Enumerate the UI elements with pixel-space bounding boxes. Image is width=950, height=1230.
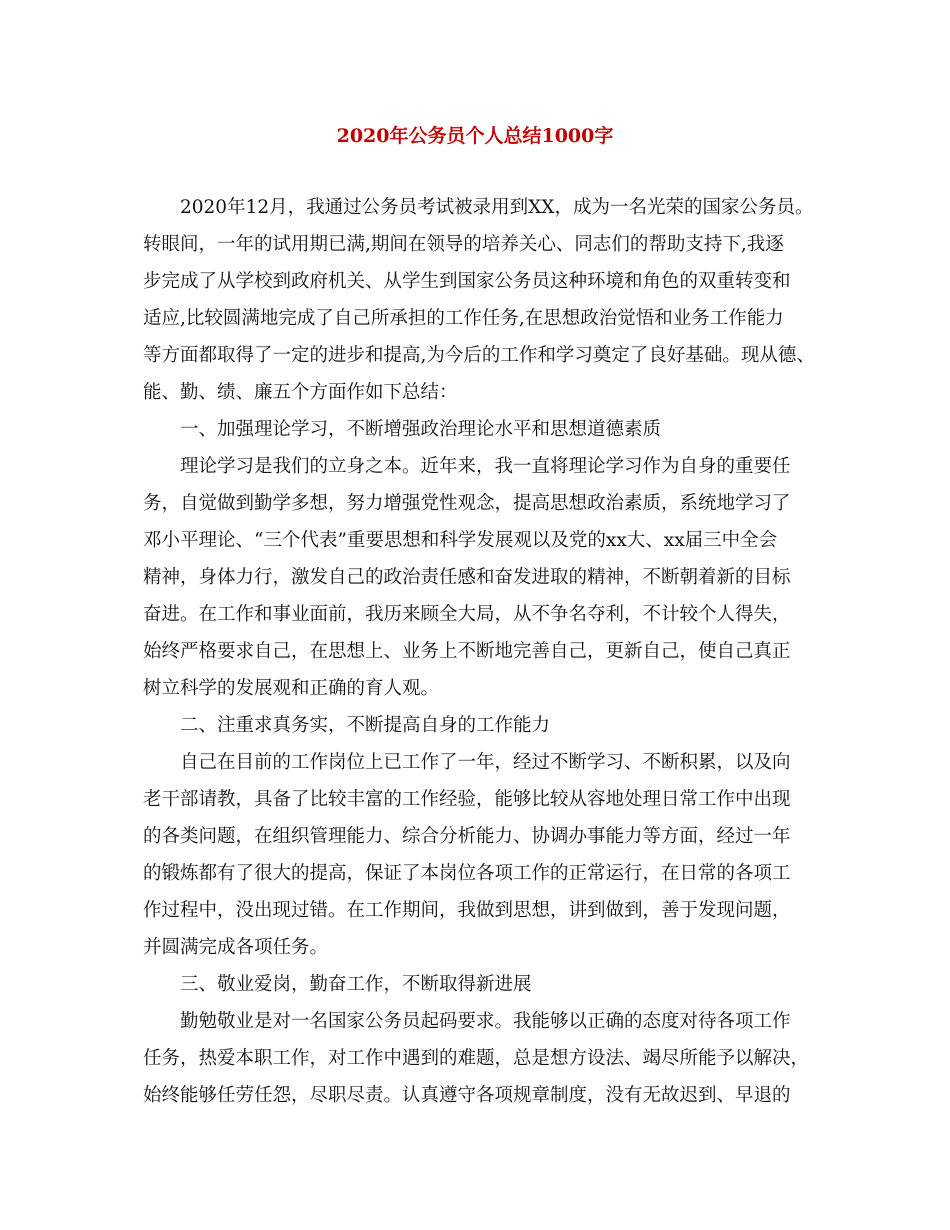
paragraph-line: 理论学习是我们的立身之本。近年来，我一直将理论学习作为自身的重要任 (180, 456, 791, 477)
section-heading: 一、加强理论学习，不断增强政治理论水平和思想道德素质 (180, 419, 662, 440)
paragraph-line: 适应,比较圆满地完成了自己所承担的工作任务,在思想政治觉悟和业务工作能力 (143, 308, 784, 329)
paragraph-line: 步完成了从学校到政府机关、从学生到国家公务员这种环境和角色的双重转变和 (143, 271, 791, 292)
paragraph-line: 树立科学的发展观和正确的育人观。 (143, 678, 440, 699)
paragraph-line: 勤勉敬业是对一名国家公务员起码要求。我能够以正确的态度对待各项工作 (180, 1011, 791, 1032)
paragraph-line: 的锻炼都有了很大的提高，保证了本岗位各项工作的正常运行，在日常的各项工 (143, 863, 791, 884)
document-title: 2020年公务员个人总结1000字 (336, 125, 614, 147)
paragraph-line: 作过程中，没出现过错。在工作期间，我做到思想，讲到做到，善于发现问题， (143, 900, 791, 921)
paragraph-line: 务，自觉做到勤学多想，努力增强党性观念，提高思想政治素质，系统地学习了 (143, 493, 791, 514)
section-heading: 三、敬业爱岗，勤奋工作，不断取得新进展 (180, 974, 532, 995)
paragraph-line: 并圆满完成各项任务。 (143, 937, 329, 958)
paragraph-line: 精神，身体力行，激发自己的政治责任感和奋发进取的精神，不断朝着新的目标 (143, 567, 791, 588)
paragraph-line: 自己在目前的工作岗位上已工作了一年，经过不断学习、不断积累，以及向 (180, 752, 791, 773)
paragraph-line: 始终能够任劳任怨，尽职尽责。认真遵守各项规章制度，没有无故迟到、早退的 (143, 1085, 791, 1106)
paragraph-line: 2020年12月，我通过公务员考试被录用到XX，成为一名光荣的国家公务员。 (180, 197, 814, 218)
paragraph-line: 转眼间，一年的试用期已满,期间在领导的培养关心、同志们的帮助支持下,我逐 (143, 234, 784, 255)
paragraph-line: 始终严格要求自己，在思想上、业务上不断地完善自己，更新自己，使自己真正 (143, 641, 791, 662)
paragraph-line: 的各类问题，在组织管理能力、综合分析能力、协调办事能力等方面，经过一年 (143, 826, 791, 847)
paragraph-line: 能、勤、绩、廉五个方面作如下总结： (143, 382, 458, 403)
section-heading: 二、注重求真务实，不断提高自身的工作能力 (180, 715, 551, 736)
paragraph-line: 奋进。在工作和事业面前，我历来顾全大局，从不争名夺利，不计较个人得失， (143, 604, 791, 625)
paragraph-line: 老干部请教，具备了比较丰富的工作经验，能够比较从容地处理日常工作中出现 (143, 789, 791, 810)
paragraph-line: 任务，热爱本职工作，对工作中遇到的难题，总是想方设法、竭尽所能予以解决， (143, 1048, 810, 1069)
paragraph-line: 邓小平理论、“三个代表”重要思想和科学发展观以及党的xx大、xx届三中全会 (143, 530, 778, 551)
paragraph-line: 等方面都取得了一定的进步和提高,为今后的工作和学习奠定了良好基础。现从德、 (143, 345, 815, 366)
